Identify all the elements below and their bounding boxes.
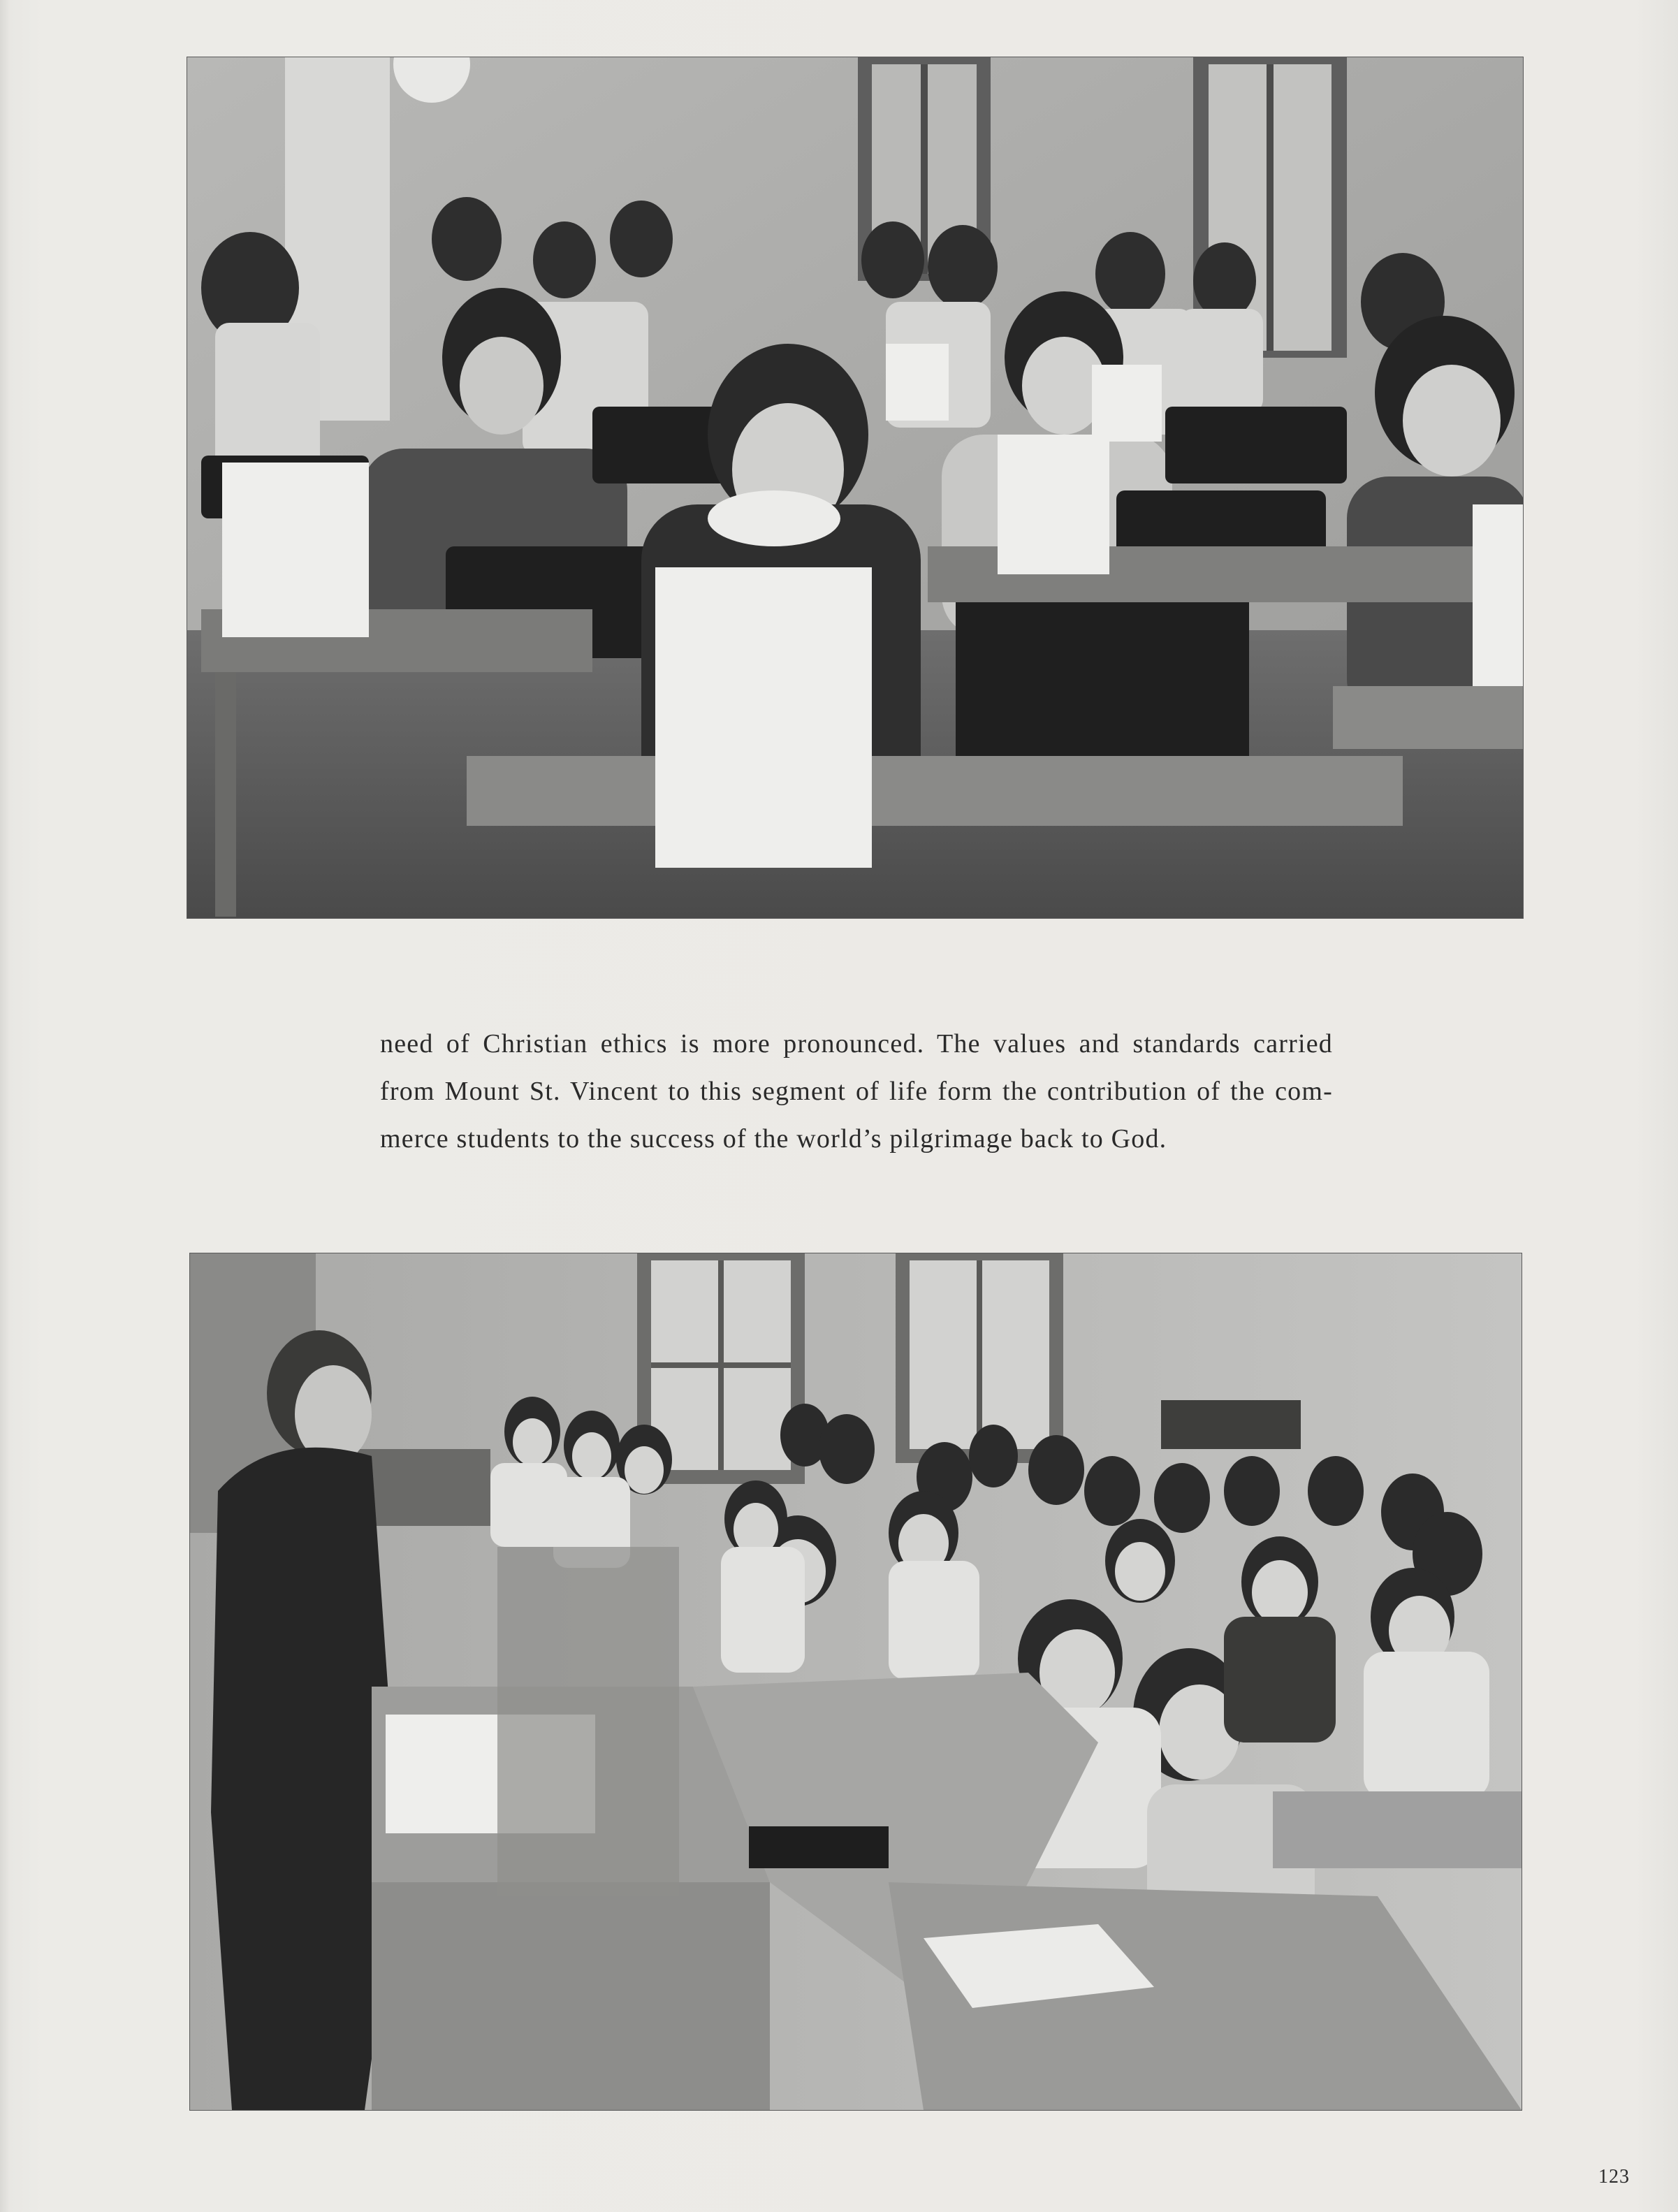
body-line-1: need of Christian ethics is more pronounced. The values and standards carried xyxy=(380,1029,1333,1058)
lecture-class-photo xyxy=(190,1253,1522,2110)
body-paragraph xyxy=(380,1020,1333,1163)
body-line-3: merce students to the success of the world’s pilgrimage back to God. xyxy=(380,1124,1167,1154)
typing-class-photo-image xyxy=(187,57,1523,918)
lecture-class-photo-image xyxy=(190,1253,1522,2110)
typing-class-photo xyxy=(187,57,1523,918)
body-line-2: from Mount St. Vincent to this segment of life form the contribution of the com- xyxy=(380,1077,1333,1106)
page-number: 123 xyxy=(1598,2166,1630,2188)
